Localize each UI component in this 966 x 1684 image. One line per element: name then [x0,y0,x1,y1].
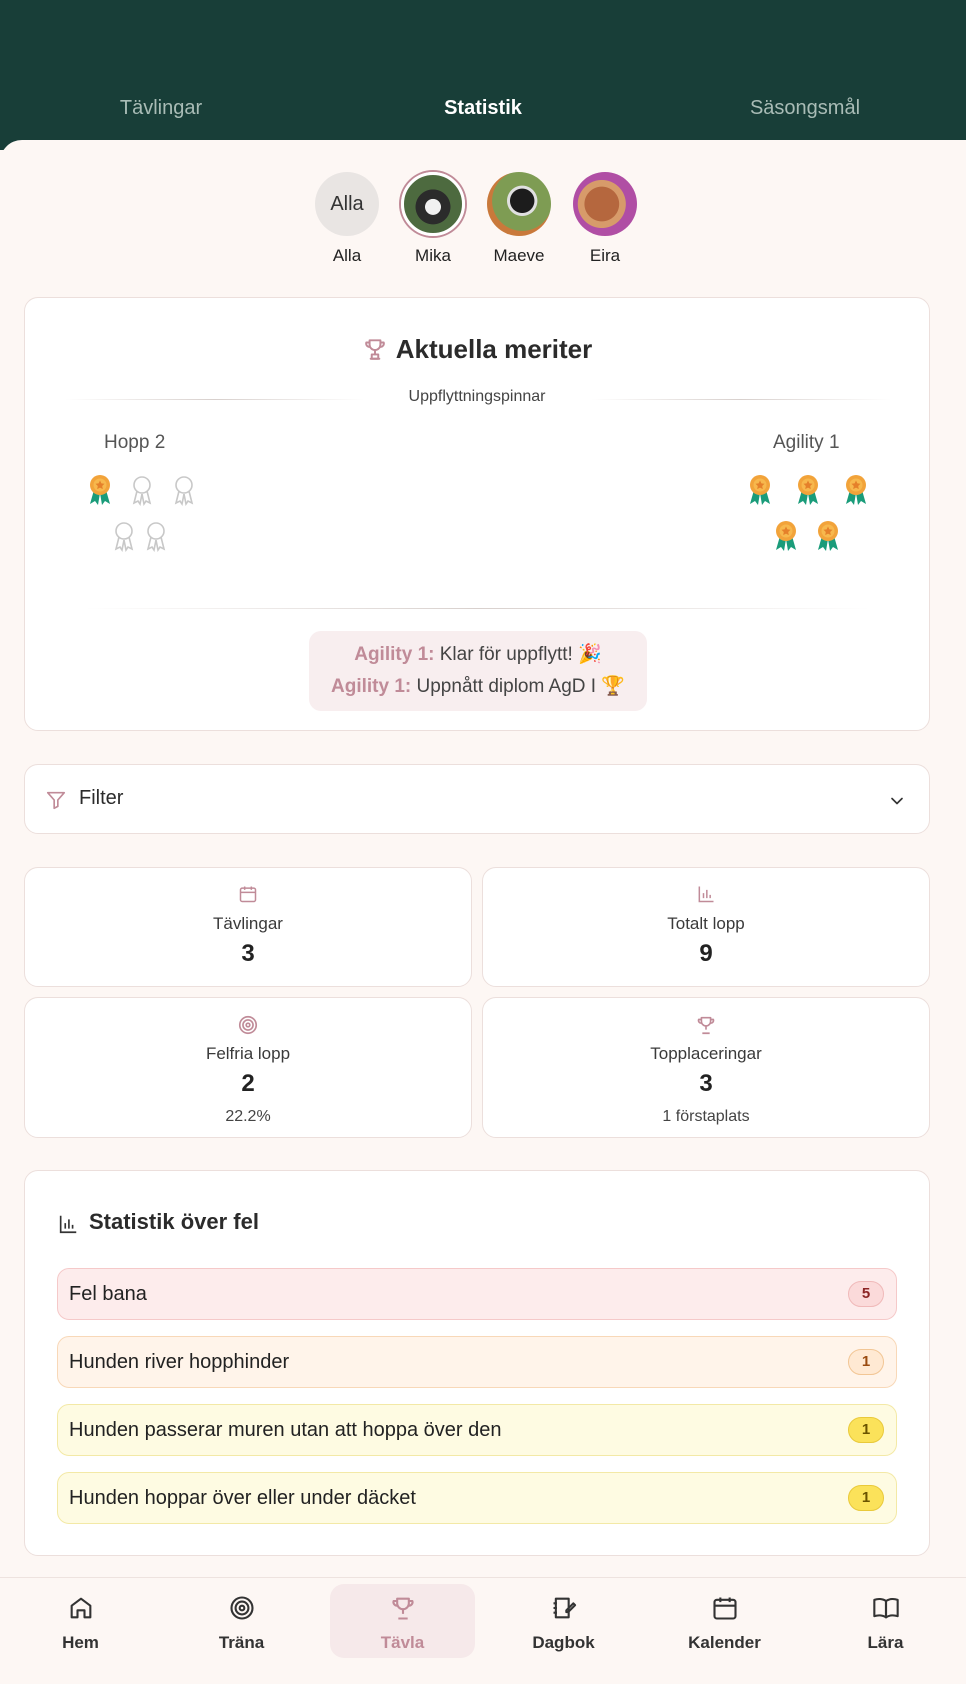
stat-label: Tävlingar [213,914,283,933]
nav-item-hem[interactable] [0,1578,161,1684]
trophy-icon [483,1014,929,1036]
dog-option-maeve[interactable] [486,172,552,266]
notice-line: Agility 1: Klar för uppflytt! 🎉 [354,644,602,665]
rosette-earned-icon [815,520,841,557]
home-icon [67,1594,95,1627]
calendar-icon [25,884,471,904]
nav-item-lara[interactable] [805,1578,966,1684]
merit-notice [309,631,647,711]
stat-value: 3 [699,1070,713,1097]
tab-bar [0,92,966,124]
class-label-agility: Agility 1 [773,432,840,453]
rosette-empty-icon [171,474,197,511]
avatar[interactable] [401,172,465,236]
rosette-empty-icon [129,474,155,511]
trophy-icon [362,336,388,369]
journal-icon [550,1594,578,1627]
rosette-earned-icon [795,474,821,511]
filter-icon [45,789,67,816]
count-badge: 1 [848,1417,884,1443]
stat-card-felfria-lopp [24,997,472,1138]
dog-option-alla[interactable] [314,172,380,266]
stat-value: 3 [241,940,255,967]
divider [85,608,871,609]
class-label-hopp: Hopp 2 [104,432,166,453]
nav-item-trana[interactable] [161,1578,322,1684]
stat-sub: 1 förstaplats [662,1108,750,1125]
bar-chart-icon [57,1213,79,1240]
book-icon [872,1594,900,1627]
stat-card-tavlingar [24,867,472,987]
merits-title-text: Aktuella meriter [395,334,593,364]
chevron-down-icon[interactable] [887,791,907,816]
nav-label: Kalender [688,1633,761,1652]
divider [591,399,891,400]
nav-label: Tävla [380,1633,425,1652]
stat-label: Topplaceringar [650,1044,762,1063]
list-item [57,1472,897,1524]
dog-name: Eira [589,246,621,265]
dog-option-mika[interactable] [400,172,466,266]
dog-name: Alla [332,246,362,265]
stat-sub: 22.2% [225,1108,271,1125]
dog-name: Maeve [493,246,545,265]
target-icon [25,1014,471,1036]
notice-line: Agility 1: Uppnått diplom AgD I 🏆 [331,676,625,697]
count-badge: 5 [848,1281,884,1307]
calendar-icon [711,1594,739,1627]
error-stats-title: Statistik över fel [89,1209,259,1234]
stat-card-topplaceringar [482,997,930,1138]
error-label: Hunden river hopphinder [69,1351,290,1373]
avatar[interactable] [487,172,551,236]
list-item [57,1404,897,1456]
rosette-earned-icon [773,520,799,557]
tab-statistik[interactable]: Statistik [444,97,522,119]
rosette-empty-icon [111,520,137,557]
stat-label: Felfria lopp [205,1044,291,1063]
dog-selector [314,172,638,266]
stat-label: Totalt lopp [667,914,745,933]
nav-label: Lära [867,1633,904,1652]
error-stats-card [24,1170,930,1556]
stat-value: 2 [241,1070,255,1097]
bottom-nav [0,1577,966,1684]
error-label: Hunden hoppar över eller under däcket [69,1487,416,1509]
stat-card-totalt-lopp [482,867,930,987]
nav-label: Dagbok [532,1633,595,1652]
filter-label: Filter [79,787,124,809]
rosette-empty-icon [143,520,169,557]
nav-item-tavla[interactable] [322,1578,483,1684]
rosette-earned-icon [747,474,773,511]
merits-subtitle: Uppflyttningspinnar [408,388,546,405]
rosette-earned-icon [87,474,113,511]
nav-label: Hem [62,1633,99,1652]
avatar[interactable] [573,172,637,236]
error-label: Hunden passerar muren utan att hoppa över den [69,1419,502,1441]
merits-title [25,334,929,369]
target-icon [228,1594,256,1627]
tab-sasongsmal[interactable]: Säsongsmål [749,97,861,119]
count-badge: 1 [848,1349,884,1375]
filter-toggle[interactable] [24,764,930,834]
rosette-earned-icon [843,474,869,511]
tab-tavlingar[interactable]: Tävlingar [119,97,203,119]
list-item [57,1268,897,1320]
app-header [0,0,966,150]
dog-name: Mika [415,246,451,265]
trophy-icon [389,1594,417,1627]
stat-value: 9 [699,940,713,967]
nav-label: Träna [218,1633,265,1652]
nav-item-dagbok[interactable] [483,1578,644,1684]
avatar[interactable]: Alla [315,172,379,236]
error-label: Fel bana [69,1283,147,1305]
bar-chart-icon [483,884,929,904]
list-item [57,1336,897,1388]
merits-card [24,297,930,731]
nav-item-kalender[interactable] [644,1578,805,1684]
count-badge: 1 [848,1485,884,1511]
dog-option-eira[interactable] [572,172,638,266]
